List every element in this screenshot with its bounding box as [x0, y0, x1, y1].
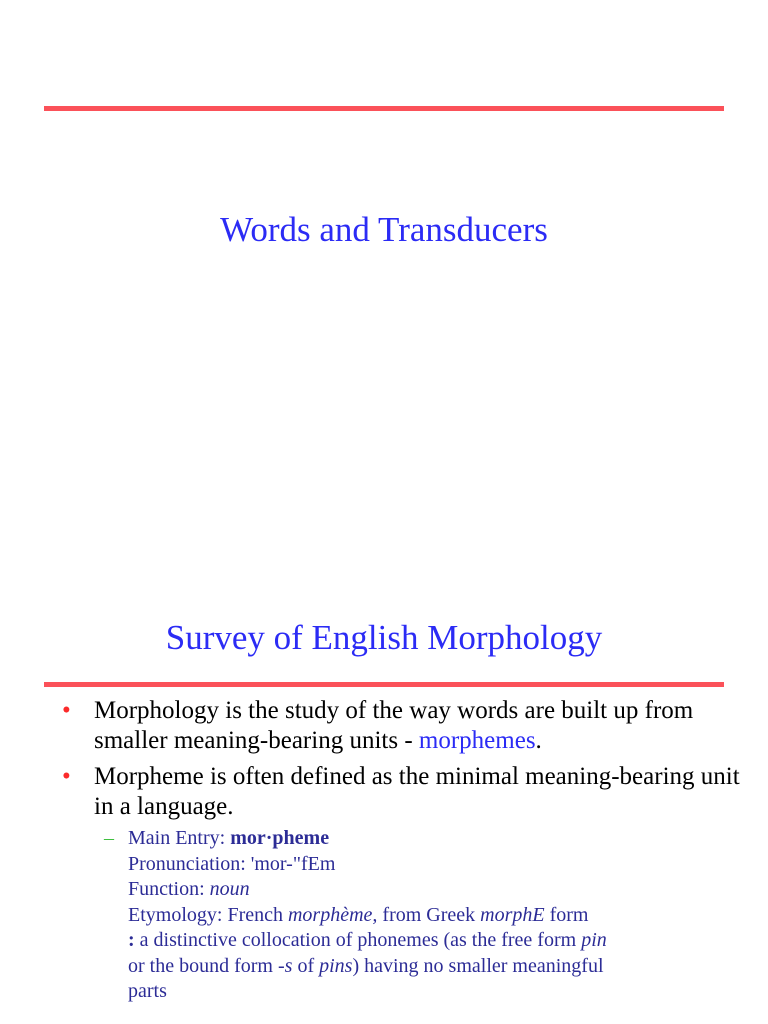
definition-pin: pin [581, 929, 607, 951]
definition-text-3: of [292, 954, 320, 977]
etymology-mid: from Greek [377, 903, 481, 926]
bullet-text: Morpheme is often defined as the minimal meaning-bearing unit in a language. [94, 763, 740, 820]
slide1-title: Words and Transducers [220, 210, 548, 249]
main-entry-label: Main Entry: [128, 827, 231, 849]
pronunciation-line: Pronunciation: 'mor-"fEm [128, 852, 336, 875]
bullet-text: Morphology is the study of the way words are built up from smaller meaning-bearing units - [94, 697, 694, 754]
main-entry-word: mor·pheme [230, 827, 330, 849]
definition-line-2 [128, 954, 744, 980]
etymology-line [128, 903, 744, 929]
definition-s: -s [277, 954, 293, 977]
etymology-french: morphème, [287, 903, 378, 926]
function-line [128, 877, 744, 903]
definition-line-1 [128, 928, 744, 954]
slide2-title: Survey of English Morphology [165, 618, 603, 657]
etymology-end: form [544, 903, 589, 926]
bullet-text-end: . [535, 727, 542, 754]
bullet-icon: • [62, 697, 71, 724]
definition-text-2: or the bound form [128, 954, 278, 977]
definition-text-4: ) having no smaller meaningful [352, 954, 604, 977]
main-entry-line [128, 826, 744, 852]
bullet-item-morphology [58, 696, 748, 756]
dash-icon: – [104, 827, 114, 849]
bullet-item-morpheme [58, 762, 748, 822]
definition-line-3: parts [128, 980, 167, 1002]
definition-pins: pins [319, 954, 353, 977]
slide2-divider [44, 682, 724, 687]
etymology-label: Etymology: French [128, 903, 288, 926]
function-value: noun [209, 878, 250, 900]
etymology-greek: morphE [480, 903, 545, 926]
definition-text-1: a distinctive collocation of phonemes (as the free form [134, 929, 582, 951]
dictionary-entry [104, 826, 744, 1005]
top-divider [44, 106, 724, 111]
function-label: Function: [128, 878, 210, 900]
bullet-icon: • [62, 763, 71, 790]
morphemes-highlight: morphemes [418, 727, 536, 754]
definition-colon: : [128, 929, 135, 951]
bullet-list [58, 696, 748, 828]
